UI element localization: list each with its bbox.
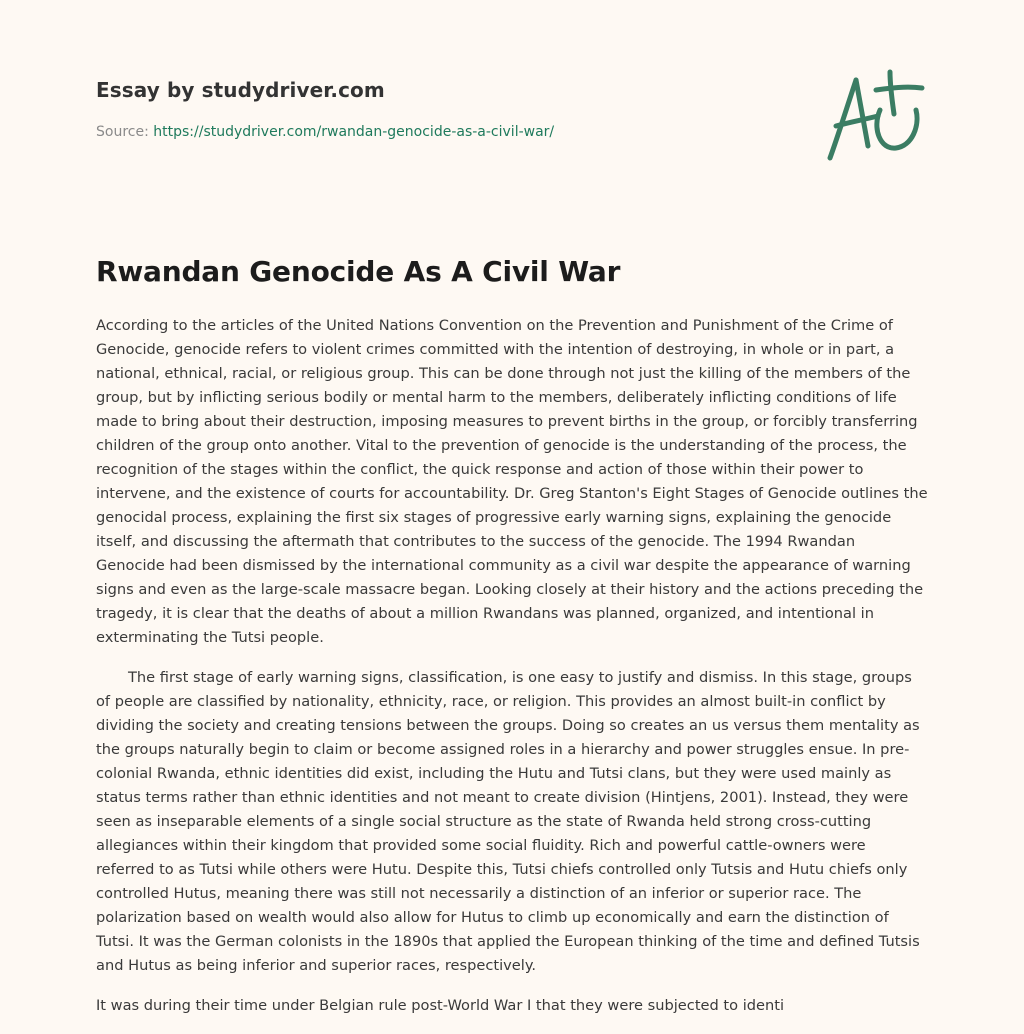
source-label: Source: xyxy=(96,124,149,140)
source-link[interactable]: https://studydriver.com/rwandan-genocide-as-a-civil-war/ xyxy=(153,124,555,140)
paragraph: The first stage of early warning signs, classification, is one easy to justify and dismiss. In this stage, groups of people are classified by nationality, ethnicity, race, or religion. This provides an almost built-in conflict by dividing the society and creating tensions between the groups. Doing so creates an us versus them mentality as the groups naturally begin to claim or become assigned roles in a hierarchy and power struggles ensue. In pre-colonial Rwanda, ethnic identities did exist, including the Hutu and Tutsi clans, but they were used mainly as status terms rather than ethnic identities and not meant to create division (Hintjens, 2001). Instead, they were seen as inseparable elements of a single social structure as the state of Rwanda held strong cross-cutting allegiances within their kingdom that provided some social fluidity. Rich and powerful cattle-owners were referred to as Tutsi while others were Hutu. Despite this, Tutsi chiefs controlled only Tutsis and Hutu chiefs only controlled Hutus, meaning there was still not necessarily a distinction of an inferior or superior race. The polarization based on wealth would also allow for Hutus to climb up economically and earn the distinction of Tutsi. It was the German colonists in the 1890s that applied the European thinking of the time and defined Tutsis and Hutus as being inferior and superior races, respectively. xyxy=(96,669,920,974)
essay-header xyxy=(96,76,796,142)
a-plus-logo xyxy=(822,66,926,166)
page-title: Rwandan Genocide As A Civil War xyxy=(96,255,621,288)
paragraph: According to the articles of the United Nations Convention on the Prevention and Punishment of the Crime of Genocide, genocide refers to violent crimes committed with the intention of destroying, in whole or in part, a national, ethnical, racial, or religious group. This can be done through not just the killing of the members of the group, but by inflicting serious bodily or mental harm to the members, deliberately inflicting conditions of life made to bring about their destruction, imposing measures to prevent births in the group, or forcibly transferring children of the group onto another. Vital to the prevention of genocide is the understanding of the process, the recognition of the stages within the conflict, the quick response and action of those within their power to intervene, and the existence of courts for accountability. Dr. Greg Stanton's Eight Stages of Genocide outlines the genocidal process, explaining the first six stages of progressive early warning signs, explaining the genocide itself, and discussing the aftermath that contributes to the success of the genocide. The 1994 Rwandan Genocide had been dismissed by the international community as a civil war despite the appearance of warning signs and even as the large-scale massacre began. Looking closely at their history and the actions preceding the tragedy, it is clear that the deaths of about a million Rwandans was planned, organized, and intentional in exterminating the Tutsi people. xyxy=(96,317,928,646)
essay-by-label: Essay by studydriver.com xyxy=(96,78,385,102)
source-line xyxy=(96,122,796,142)
paragraph: It was during their time under Belgian rule post-World War I that they were subjected to identi xyxy=(96,997,785,1014)
article-body xyxy=(96,314,928,1034)
